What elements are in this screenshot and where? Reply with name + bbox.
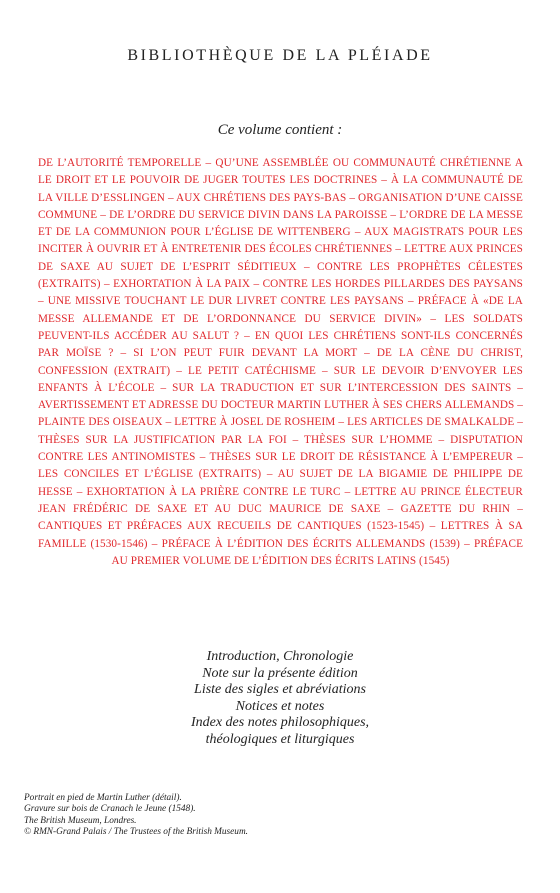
contents-heading: Ce volume contient : — [217, 122, 343, 138]
credit-line: Portrait en pied de Martin Luther (détail). — [24, 793, 182, 803]
apparatus-line: Note sur la présente édition — [202, 665, 358, 681]
critical-apparatus — [0, 649, 560, 749]
credit-line: Gravure sur bois de Cranach le Jeune (1548). — [24, 804, 196, 815]
apparatus-line: Notices et notes — [235, 698, 325, 714]
credit-line: © RMN-Grand Palais / The Trustees of the British Museum. — [24, 826, 248, 837]
apparatus-line: Introduction, Chronologie — [206, 649, 354, 664]
series-title: BIBLIOTHÈQUE DE LA PLÉIADE — [127, 47, 433, 64]
apparatus-line: Index des notes philosophiques, — [190, 715, 370, 731]
contents-list: DE L’AUTORITÉ TEMPORELLE – QU’UNE ASSEMBLÉE OU COMMUNAUTÉ CHRÉTIENNE A LE DROIT ET LE POUVOIR DE JUGER TOUTES LES DOCTRINES – À LA COMMUNAUTÉ DE LA VILLE D’ESSLINGEN – AUX CHRÉTIENS DES PAYS-BAS – ORGANISATION D’UNE CAISSE COMMUNE – DE L’ORDRE DU SERVICE DIVIN DANS LA PAROISSE – L’ORDRE DE LA MESSE ET DE LA COMMUNION POUR L’ÉGLISE DE WITTENBERG – AUX MAGISTRATS POUR LES INCITER À OUVRIR ET À ENTRETENIR DES ÉCOLES CHRÉTIENNES – LETTRE AUX PRINCES DE SAXE AU SUJET DE L’ESPRIT SÉDITIEUX – CONTRE LES PROPHÈTES CÉLESTES (EXTRAITS) – EXHORTATION À LA PAIX – CONTRE LES HORDES PILLARDES DES PAYSANS – UNE MISSIVE TOUCHANT LE DUR LIVRET CONTRE LES PAYSANS – PRÉFACE À «DE LA MESSE ALLEMANDE ET DE L’ORDONNANCE DU SERVICE DIVIN» – LES SOLDATS PEUVENT-ILS ACCÉDER AU SALUT ? – EN QUOI LES CHRÉTIENS SONT-ILS CONCERNÉS PAR MOÏSE ? – SI L’ON PEUT FUIR DEVANT LA MORT – DE LA CÈNE DU CHRIST, CONFESSION (EXTRAIT) – LE PETIT CATÉCHISME – SUR LE DEVOIR D’ENVOYER LES ENFANTS À L’ÉCOLE – SUR LA TRADUCTION ET SUR L’INTERCESSION DES SAINTS – AVERTISSEMENT ET ADRESSE DU DOCTEUR MARTIN LUTHER À SES CHERS ALLEMANDS – PLAINTE DES OISEAUX – LETTRE À JOSEL DE ROSHEIM – LES ARTICLES DE SMALKALDE – THÈSES SUR LA JUSTIFICATION PAR LA FOI – THÈSES SUR L’HOMME – DISPUTATION CONTRE LES ANTINOMISTES – THÈSES SUR LE DROIT DE RÉSISTANCE À L’EMPEREUR – LES CONCILES ET L’ÉGLISE (EXTRAITS) – AU SUJET DE LA BIGAMIE DE PHILIPPE DE HESSE – EXHORTATION À LA PRIÈRE CONTRE LE TURC – LETTRE AU PRINCE ÉLECTEUR JEAN FRÉDÉRIC DE SAXE ET AU DUC MAURICE DE SAXE – GAZETTE DU RHIN – CANTIQUES ET PRÉFACES AUX RECUEILS DE CANTIQUES (1523-1545) – LETTRES À SA FAMILLE (1530-1546) – PRÉFACE À L’ÉDITION DES ÉCRITS ALLEMANDS (1539) – PRÉFACE AU PREMIER VOLUME DE L’ÉDITION DES ÉCRITS LATINS (1545) — [38, 157, 523, 567]
apparatus-line: théologiques et liturgiques — [205, 731, 355, 747]
credit-line: The British Museum, Londres. — [24, 815, 137, 826]
image-credits — [24, 793, 524, 838]
apparatus-line: Liste des sigles et abréviations — [194, 682, 366, 698]
